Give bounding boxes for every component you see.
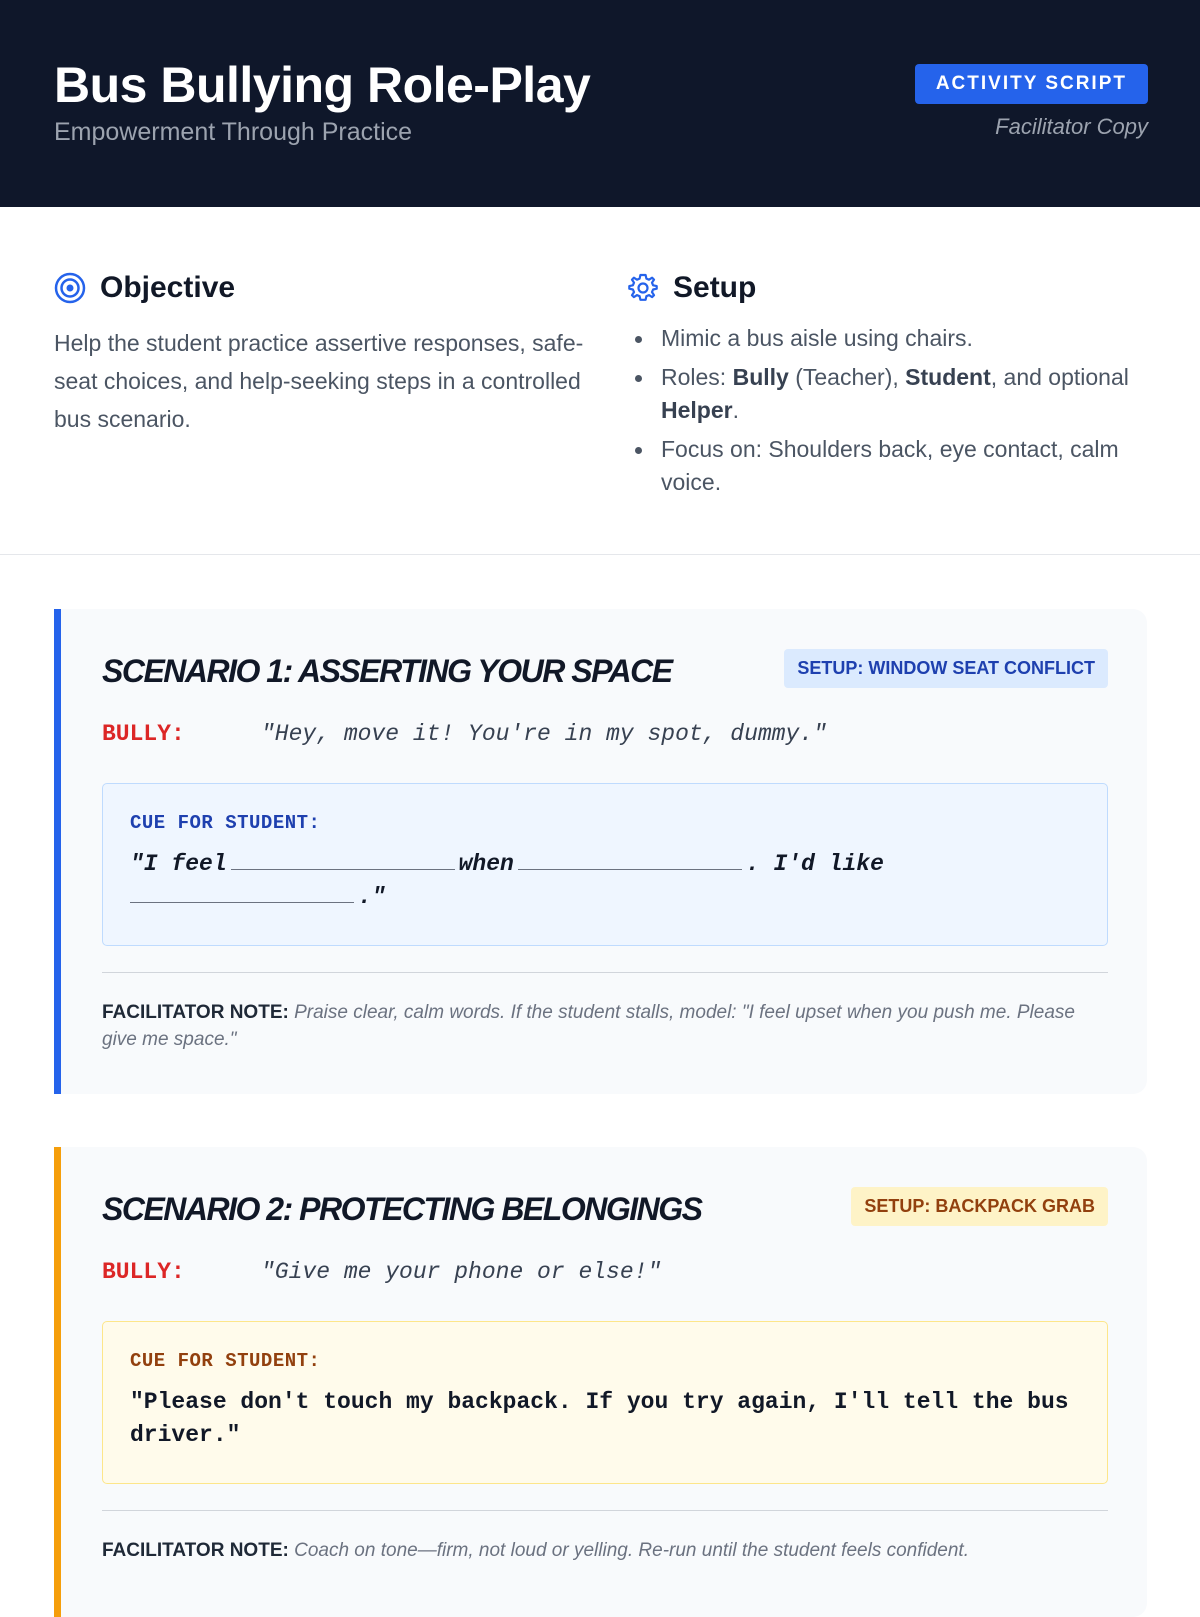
objective-text: Help the student practice assertive responses, safe-seat choices, and help-seeking steps in a controlled bus scenario. [54, 330, 584, 432]
divider [102, 972, 1108, 973]
scenario-setup-tag: SETUP: WINDOW SEAT CONFLICT [784, 649, 1108, 688]
objective-heading: Objective [100, 271, 236, 304]
scenario-card-1 [54, 609, 1147, 1094]
cue-text: "I feel when . I'd like ." [130, 848, 1080, 914]
page-header [0, 0, 1200, 207]
facilitator-note: FACILITATOR NOTE: Praise clear, calm words. If the student stalls, model: "I feel upset when you push me. Please give me space." [102, 1002, 1075, 1050]
objective-header [54, 264, 584, 312]
divider [102, 1510, 1108, 1511]
student-cue-box [102, 783, 1108, 946]
setup-heading: Setup [673, 271, 757, 304]
setup-header [627, 264, 1147, 312]
intro-section [0, 207, 1200, 555]
cue-text: "Please don't touch my backpack. If you try again, I'll tell the bus driver." [130, 1389, 1069, 1448]
student-cue-box [102, 1321, 1108, 1484]
objective-panel [54, 264, 584, 438]
list-item: Roles: Bully (Teacher), Student, and optional Helper. [627, 361, 1147, 427]
bully-quote: "Give me your phone or else!" [261, 1259, 662, 1285]
fill-in-blank [518, 848, 742, 870]
list-item: Focus on: Shoulders back, eye contact, calm voice. [627, 433, 1147, 499]
page-subtitle: Empowerment Through Practice [54, 118, 413, 146]
scenario-title: SCENARIO 1: ASSERTING YOUR SPACE [102, 653, 672, 689]
scenario-title: SCENARIO 2: PROTECTING BELONGINGS [102, 1191, 702, 1227]
fill-in-blank [130, 881, 354, 903]
facilitator-copy-label: Facilitator Copy [995, 114, 1148, 139]
gear-icon [627, 272, 659, 304]
scenario-card-2 [54, 1147, 1147, 1617]
bully-line [102, 721, 827, 747]
bully-quote: "Hey, move it! You're in my spot, dummy." [261, 721, 827, 747]
target-icon [54, 272, 86, 304]
cue-label: CUE FOR STUDENT: [130, 812, 321, 834]
bully-label: BULLY: [102, 1259, 185, 1285]
page-title: Bus Bullying Role-Play [54, 57, 591, 113]
setup-panel [627, 264, 1147, 505]
cue-label: CUE FOR STUDENT: [130, 1350, 321, 1372]
facilitator-note: FACILITATOR NOTE: Coach on tone—firm, not loud or yelling. Re-run until the student feels confident. [102, 1540, 969, 1561]
bully-label: BULLY: [102, 721, 185, 747]
scenario-setup-tag: SETUP: BACKPACK GRAB [851, 1187, 1108, 1226]
activity-script-badge: ACTIVITY SCRIPT [915, 64, 1148, 104]
fill-in-blank [231, 848, 455, 870]
setup-list [627, 322, 1147, 499]
list-item: Mimic a bus aisle using chairs. [627, 322, 1147, 355]
bully-line [102, 1259, 661, 1285]
